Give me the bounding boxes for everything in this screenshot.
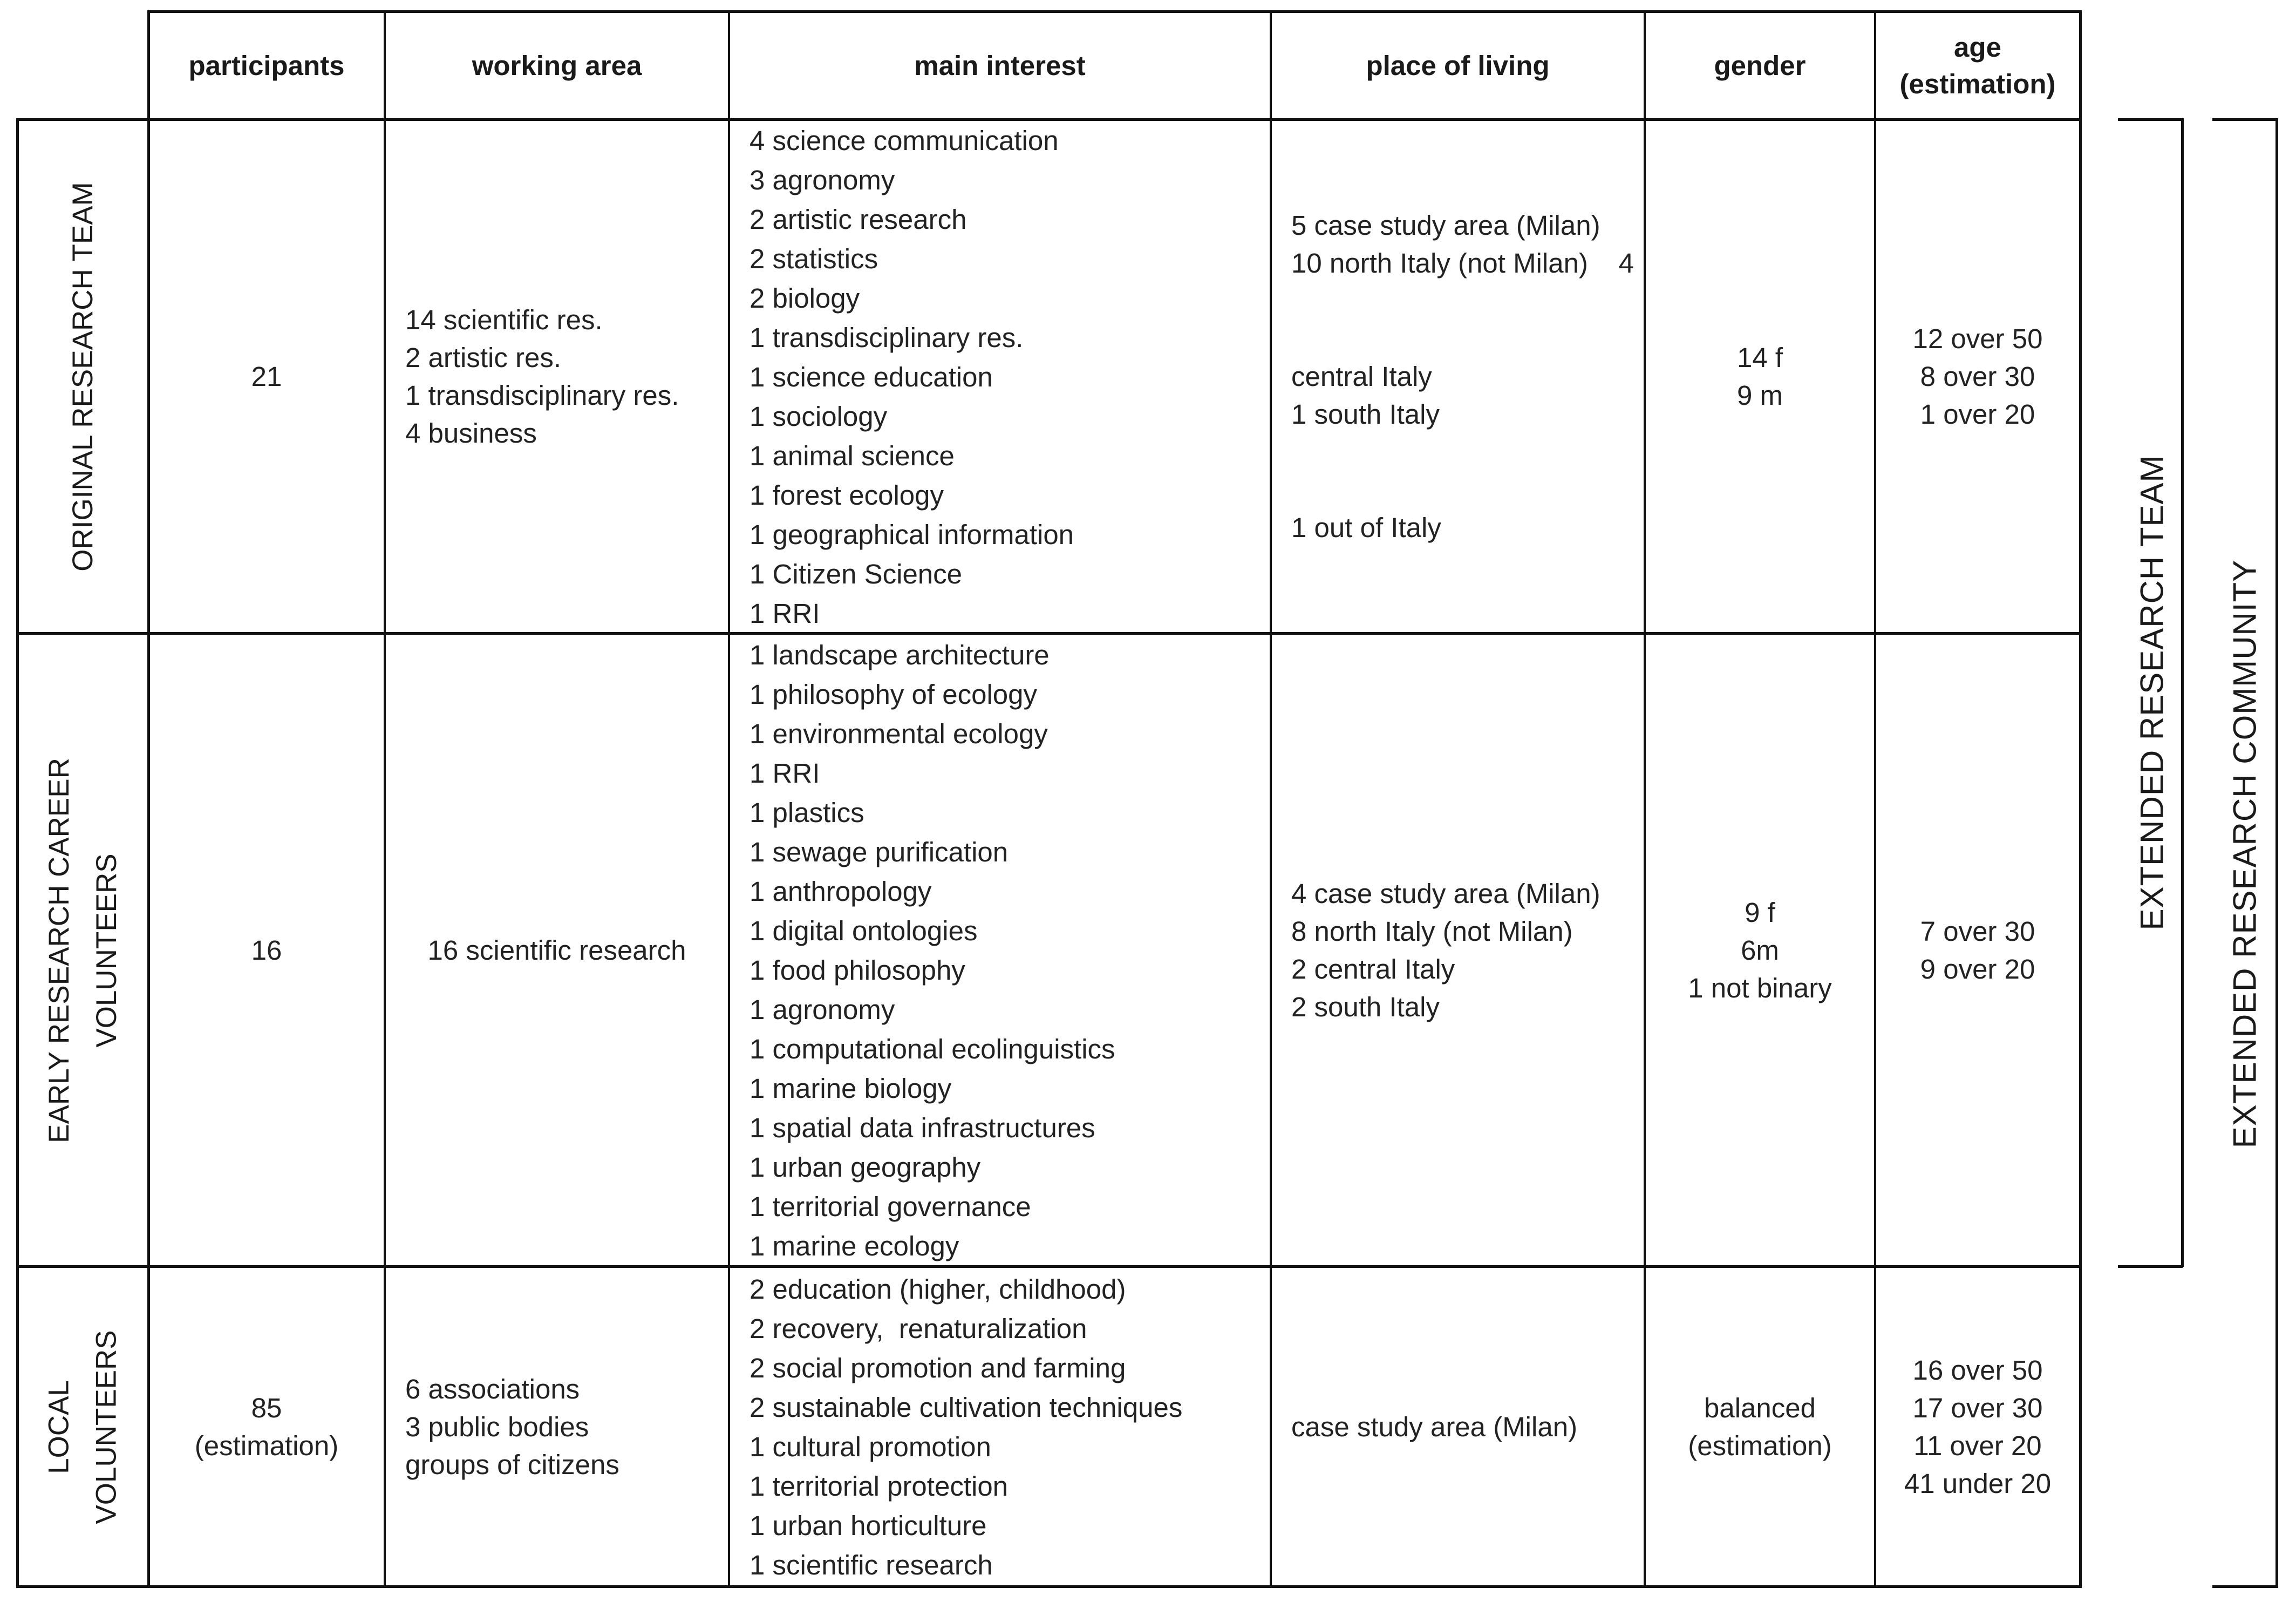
age-cell: 16 over 50 17 over 30 11 over 20 41 under 20 <box>1904 1354 2052 1499</box>
grid-line <box>16 118 19 1588</box>
bracket-extended-community-top <box>2212 118 2277 121</box>
gender-cell: balanced (estimation) <box>1688 1392 1832 1461</box>
main-interest-cell: 2 education (higher, childhood) 2 recovery, renaturalization 2 social promotion and farming 2 sustainable cultivation techniques 1 cultural promotion 1 territorial protection 1 urban horticulture 1 scientific research <box>750 1273 1183 1580</box>
grid-line <box>16 1585 2081 1588</box>
bracket-extended-team-bottom <box>2118 1265 2183 1268</box>
bracket-extended-community-spine <box>2275 118 2278 1588</box>
participants-count: 85 (estimation) <box>194 1392 339 1461</box>
participants-count: 16 <box>251 934 282 966</box>
age-cell: 7 over 30 9 over 20 <box>1920 915 2035 985</box>
working-area-cell: 6 associations 3 public bodies groups of citizens <box>405 1373 619 1480</box>
side-label-extended-research-community: EXTENDED RESEARCH COMMUNITY <box>2226 559 2263 1149</box>
bracket-extended-team-top <box>2118 118 2183 121</box>
grid-line <box>384 10 386 1588</box>
side-label-extended-research-team: EXTENDED RESEARCH TEAM <box>2134 454 2170 931</box>
grid-line <box>1270 10 1272 1588</box>
working-area-cell: 16 scientific research <box>427 934 686 966</box>
participants-count: 21 <box>251 361 282 392</box>
bracket-extended-team-spine <box>2181 118 2184 1267</box>
grid-line <box>1874 10 1876 1588</box>
grid-line <box>1644 10 1646 1588</box>
place-of-living-cell: 4 case study area (Milan) 8 north Italy (not Milan) 2 central Italy 2 south Italy <box>1291 878 1600 1022</box>
grid-line <box>147 10 150 1588</box>
grid-line <box>148 10 2081 13</box>
working-area-cell: 14 scientific res. 2 artistic res. 1 transdisciplinary res. 4 business <box>405 304 679 449</box>
gender-cell: 14 f 9 m <box>1736 342 1783 411</box>
grid-line <box>16 632 2081 635</box>
header-age: age (estimation) <box>1899 32 2056 99</box>
header-participants: participants <box>188 50 345 81</box>
grid-line <box>16 118 2081 121</box>
main-interest-cell: 1 landscape architecture 1 philosophy of ecology 1 environmental ecology 1 RRI 1 plastics 1 sewage purification 1 anthropology 1 digital ontologies 1 food philosophy 1 agronomy 1 computational ecolinguistics 1 marine biology 1 spatial data infrastructures 1 urban geography 1 territorial governance 1 marine ecology <box>750 639 1115 1261</box>
header-place-of-living: place of living <box>1366 50 1550 81</box>
group-label-original-research-team: ORIGINAL RESEARCH TEAM <box>67 182 99 572</box>
bracket-extended-community-bottom <box>2212 1585 2277 1588</box>
group-label-early-research-career-volunteers: EARLY RESEARCH CAREER VOLUNTEERS <box>43 757 122 1143</box>
main-interest-cell: 4 science communication 3 agronomy 2 artistic research 2 statistics 2 biology 1 transdisciplinary res. 1 science education 1 sociology 1 animal science 1 forest ecology 1 geographical information 1 Citizen Science 1 RRI <box>750 125 1074 629</box>
grid-line <box>2079 10 2082 1588</box>
group-label-local-volunteers: LOCAL VOLUNTEERS <box>43 1329 122 1524</box>
grid-line <box>728 10 730 1588</box>
header-gender: gender <box>1714 50 1806 81</box>
place-of-living-cell: 5 case study area (Milan) 10 north Italy (not Milan) 4 central Italy 1 south Italy 1 out of Italy <box>1291 210 1634 543</box>
header-working-area: working area <box>472 50 642 81</box>
place-of-living-cell: case study area (Milan) <box>1291 1411 1578 1442</box>
gender-cell: 9 f 6m 1 not binary <box>1688 897 1832 1003</box>
age-cell: 12 over 50 8 over 30 1 over 20 <box>1912 323 2043 430</box>
header-main-interest: main interest <box>914 50 1086 81</box>
grid-line <box>16 1265 2081 1268</box>
